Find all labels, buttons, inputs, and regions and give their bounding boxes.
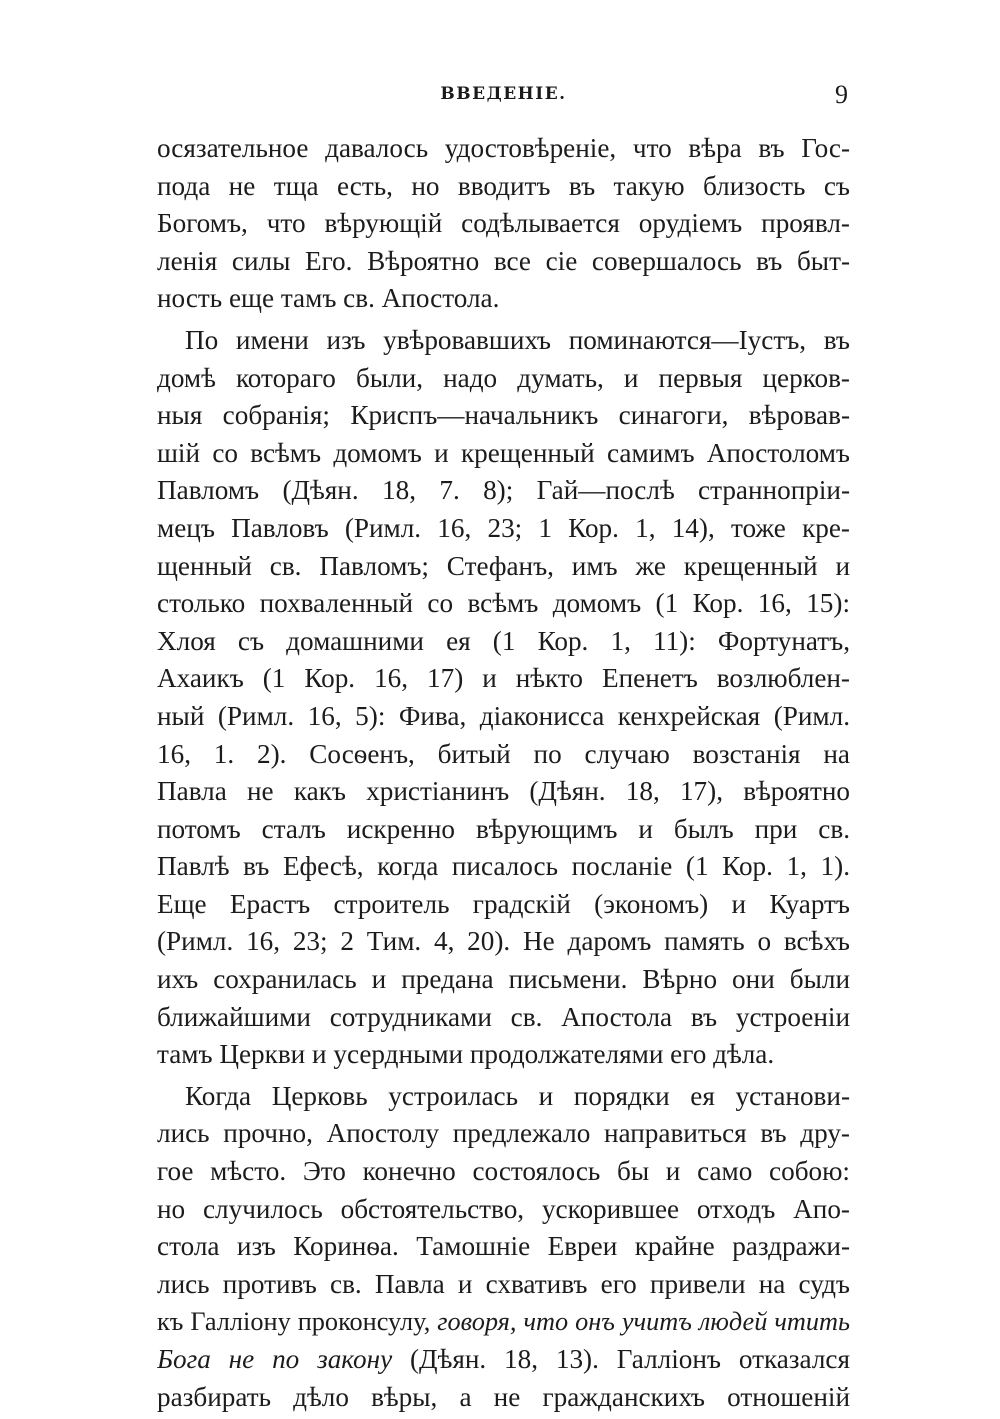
text-line: стола изъ Коринѳа. Тамошніе Евреи крайне раздражи- — [157, 1231, 850, 1262]
page-header — [157, 80, 850, 114]
page-number: 9 — [835, 80, 848, 109]
text-line-with-italic — [157, 1303, 850, 1341]
text-line: щенный св. Павломъ; Стефанъ, имъ же крещенный и — [157, 550, 850, 581]
text-line: мецъ Павловъ (Римл. 16, 23; 1 Кор. 1, 14), тоже кре- — [157, 512, 850, 543]
text-line: Павлѣ въ Ефесѣ, когда писалось посланіе (1 Кор. 1, 1). — [157, 851, 850, 882]
text-line: Павла не какъ христіанинъ (Дѣян. 18, 17), вѣроятно — [157, 776, 850, 807]
text-line: ближайшими сотрудниками св. Апостола въ устроеніи — [157, 1001, 850, 1032]
text-line: домѣ котораго были, надо думать, и первыя церков- — [157, 362, 850, 393]
text-line: но случилось обстоятельство, ускорившее отходъ Апо- — [157, 1193, 850, 1224]
text-line: Богомъ, что вѣрующій содѣлывается орудіемъ проявл- — [157, 208, 850, 239]
text-span: (Дѣян. 18, 13). Галліонъ отказался — [409, 1344, 850, 1374]
paragraph-first-line: Когда Церковь устроилась и порядки ея установи- — [185, 1080, 850, 1111]
text-line: Хлоя съ домашними ея (1 Кор. 1, 11): Фортунатъ, — [157, 625, 850, 656]
italic-quote: Бога не по закону — [157, 1344, 393, 1374]
text-line: столько похваленный со всѣмъ домомъ (1 Кор. 16, 15): — [157, 588, 850, 619]
text-line: осязательное давалось удостовѣреніе, что вѣра въ Гос- — [157, 133, 850, 163]
running-title: ВВЕДЕНІЕ. — [440, 84, 567, 104]
text-line: ленія силы Его. Вѣроятно все сіе совершалось въ быт- — [157, 245, 850, 276]
text-line: тамъ Церкви и усердными продолжателями его дѣла. — [157, 1039, 775, 1070]
text-line: ныя собранія; Криспъ—начальникъ синагоги, вѣровав- — [157, 400, 850, 431]
text-line: ный (Римл. 16, 5): Фива, діаконисса кенхрейская (Римл. — [157, 700, 850, 731]
text-line: лись противъ св. Павла и схвативъ его привели на судъ — [157, 1268, 850, 1299]
italic-quote: говоря, что онъ учитъ людей чтить — [437, 1307, 850, 1337]
text-line: Ахаикъ (1 Кор. 16, 17) и нѣкто Епенетъ возлюблен- — [157, 663, 850, 694]
paragraph-first-line: По имени изъ увѣровавшихъ поминаются—Іустъ, въ — [185, 324, 850, 355]
text-line: 16, 1. 2). Сосѳенъ, битый по случаю возстанія на — [157, 738, 850, 769]
text-line: гое мѣсто. Это конечно состоялось бы и само собою: — [157, 1156, 850, 1187]
text-line: Павломъ (Дѣян. 18, 7. 8); Гай—послѣ страннопріи- — [157, 475, 850, 506]
text-line: (Римл. 16, 23; 2 Тим. 4, 20). Не даромъ память о всѣхъ — [157, 926, 850, 957]
text-line: лись прочно, Апостолу предлежало направиться въ дру- — [157, 1118, 850, 1149]
text-line: потомъ сталъ искренно вѣрующимъ и былъ при св. — [157, 813, 850, 844]
text-line: ихъ сохранилась и предана письмени. Вѣрно они были — [157, 964, 850, 995]
text-line: пода не тща есть, но вводитъ въ такую близость съ — [157, 170, 850, 201]
text-span: къ Галліону проконсулу, — [157, 1307, 431, 1337]
text-line: шій со всѣмъ домомъ и крещенный самимъ Апостоломъ — [157, 437, 850, 468]
text-line-with-italic — [157, 1341, 850, 1379]
text-line: Еще Ерастъ строитель градскій (экономъ) и Куартъ — [157, 888, 850, 919]
body-text — [157, 130, 850, 1416]
text-line: разбирать дѣло вѣры, а не гражданскихъ отношеній — [157, 1381, 850, 1412]
text-line: ность еще тамъ св. Апостола. — [157, 283, 500, 314]
